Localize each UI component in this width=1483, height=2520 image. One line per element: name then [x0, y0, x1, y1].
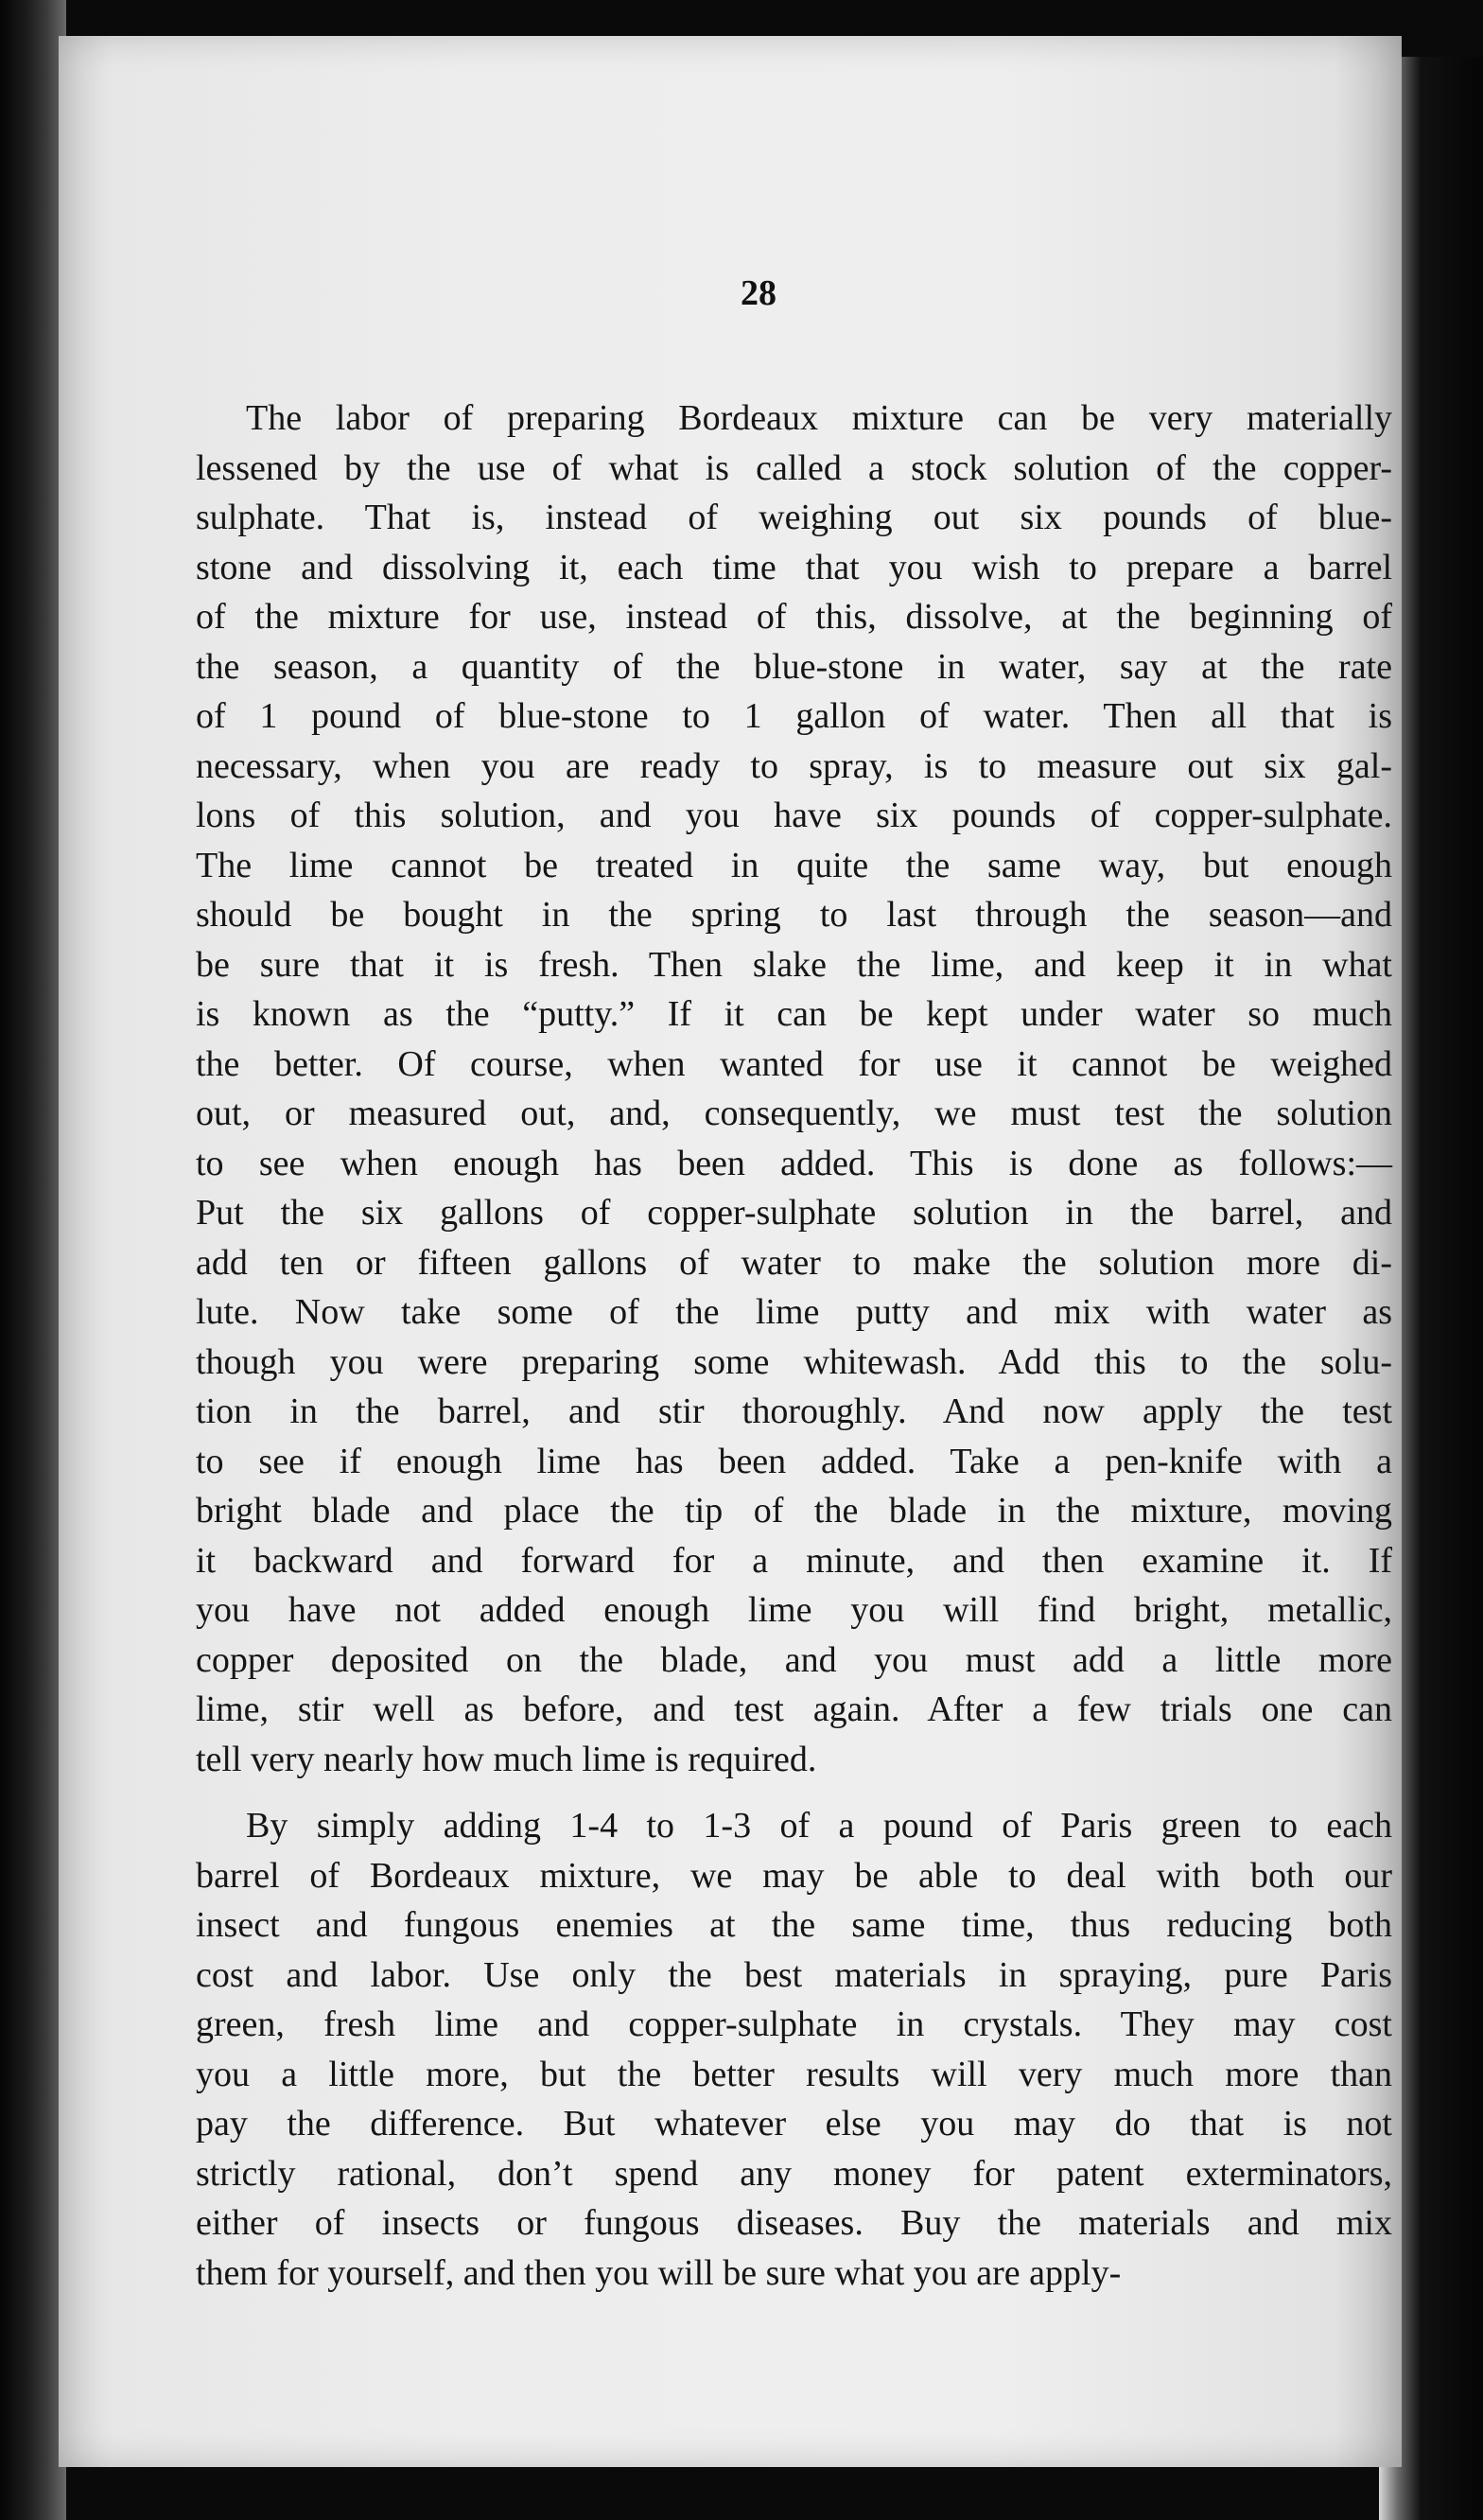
text-line: of the mixture for use, instead of this, dissolve, at the beginning of	[196, 597, 1392, 637]
text-line: By simply adding 1-4 to 1-3 of a pound of Paris green to each	[246, 1806, 1392, 1846]
text-line: of 1 pound of blue-stone to 1 gallon of water. Then all that is	[196, 696, 1392, 736]
text-line: out, or measured out, and, consequently, we must test the solution	[196, 1094, 1392, 1133]
text-line: Put the six gallons of copper-sulphate solution in the barrel, and	[196, 1193, 1392, 1233]
text-line: is known as the “putty.” If it can be kept under water so much	[196, 994, 1392, 1034]
text-line: add ten or fifteen gallons of water to make the solution more di-	[196, 1242, 1392, 1283]
text-line: green, fresh lime and copper-sulphate in crystals. They may cost	[196, 2004, 1392, 2044]
paragraph-2	[196, 1801, 1392, 2298]
book-binding-left	[0, 0, 66, 2520]
text-line: it backward and forward for a minute, and then examine it. If	[196, 1540, 1392, 1581]
text-line: be sure that it is fresh. Then slake the lime, and keep it in what	[196, 944, 1392, 985]
text-line: though you were preparing some whitewash. Add this to the solu-	[196, 1341, 1392, 1382]
text-line: lime, stir well as before, and test again. After a few trials one can	[196, 1689, 1392, 1729]
text-line: insect and fungous enemies at the same time, thus reducing both	[196, 1905, 1392, 1945]
text-line: tion in the barrel, and stir thoroughly. And now apply the test	[196, 1391, 1392, 1431]
text-line: lessened by the use of what is called a stock solution of the copper-	[196, 447, 1392, 488]
text-line: bright blade and place the tip of the blade in the mixture, moving	[196, 1491, 1392, 1531]
text-line: you a little more, but the better results will very much more than	[196, 2054, 1392, 2094]
text-line: necessary, when you are ready to spray, is to measure out six gal-	[196, 745, 1392, 786]
text-line: the season, a quantity of the blue-stone in water, say at the rate	[196, 646, 1392, 687]
text-line: lons of this solution, and you have six pounds of copper-sulphate.	[196, 796, 1392, 835]
text-line: copper deposited on the blade, and you must add a little more	[196, 1639, 1392, 1680]
text-line: lute. Now take some of the lime putty and mix with water as	[196, 1292, 1392, 1332]
text-line: sulphate. That is, instead of weighing out six pounds of blue-	[196, 498, 1392, 537]
page-sheet	[59, 36, 1402, 2467]
text-line: either of insects or fungous diseases. Buy the materials and mix	[196, 2203, 1392, 2243]
text-line: tell very nearly how much lime is required.	[196, 1739, 817, 1779]
text-line: The lime cannot be treated in quite the same way, but enough	[196, 845, 1392, 885]
text-line: to see if enough lime has been added. Take a pen-knife with a	[196, 1441, 1392, 1481]
text-line: pay the difference. But whatever else you may do that is not	[196, 2104, 1392, 2144]
text-line: the better. Of course, when wanted for use it cannot be weighed	[196, 1043, 1392, 1084]
text-line: cost and labor. Use only the best materials in spraying, pure Paris	[196, 1954, 1392, 1995]
paragraph-1	[196, 394, 1392, 1784]
text-line: you have not added enough lime you will find bright, metallic,	[196, 1590, 1392, 1630]
text-line: barrel of Bordeaux mixture, we may be able to deal with both our	[196, 1855, 1392, 1896]
page-number: 28	[741, 273, 776, 313]
text-line: to see when enough has been added. This is done as follows:—	[196, 1143, 1392, 1183]
text-line: stone and dissolving it, each time that you wish to prepare a barrel	[196, 547, 1392, 587]
text-line: should be bought in the spring to last through the season—and	[196, 895, 1392, 935]
text-line: them for yourself, and then you will be sure what you are apply-	[196, 2252, 1122, 2293]
text-line: The labor of preparing Bordeaux mixture can be very materially	[246, 398, 1392, 438]
text-line: strictly rational, don’t spend any money for patent exterminators,	[196, 2153, 1392, 2194]
